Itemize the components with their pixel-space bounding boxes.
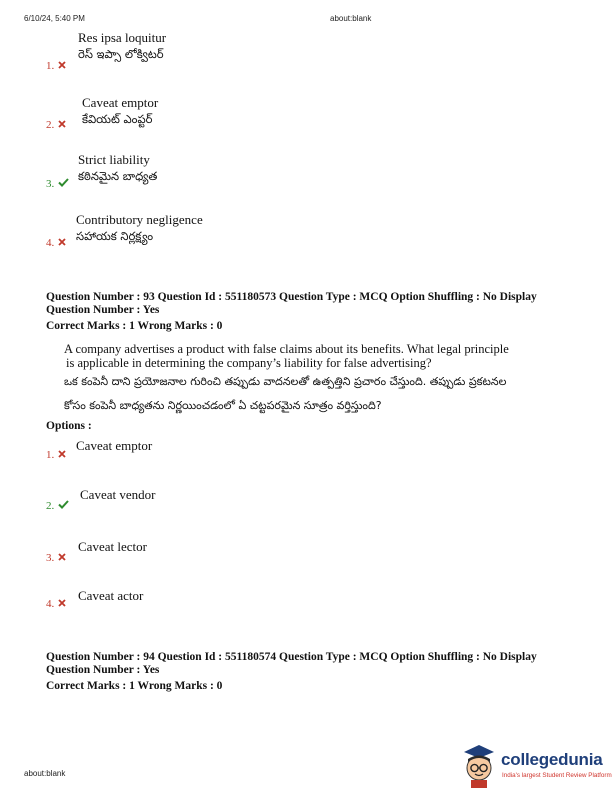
option-telugu: కేవియట్ ఎంప్టర్	[82, 112, 153, 126]
question-93-meta-line2: Question Number : Yes	[46, 304, 160, 316]
option-number: 1.	[46, 60, 66, 72]
question-94-header	[46, 651, 537, 693]
check-icon	[58, 500, 69, 512]
logo-name: collegedunia	[501, 750, 603, 769]
option-telugu: కఠినమైన బాధ్యత	[78, 169, 158, 183]
question-english-line1: A company advertises a product with false claims about its benefits. What legal principle	[64, 342, 509, 356]
print-datetime: 6/10/24, 5:40 PM	[24, 14, 85, 23]
option-number: 2.	[46, 119, 66, 131]
cross-icon	[58, 449, 66, 461]
q93-option-3-text: Caveat lector	[78, 539, 147, 554]
options-label: Options :	[46, 420, 92, 432]
question-english-line2: is applicable in determining the company’s liability for false advertising?	[66, 356, 432, 370]
option-number: 2.	[46, 500, 69, 512]
question-93-marks: Correct Marks : 1 Wrong Marks : 0	[46, 320, 223, 332]
option-telugu: రెస్ ఇప్సా లోక్విటర్	[78, 47, 164, 61]
cross-icon	[58, 60, 66, 72]
prev-option-3	[78, 152, 157, 184]
option-english: Res ipsa loquitur	[78, 30, 167, 45]
question-93-text	[64, 342, 509, 370]
cross-icon	[58, 237, 66, 249]
option-english: Contributory negligence	[76, 212, 203, 227]
option-number: 1.	[46, 449, 66, 461]
question-93-header	[46, 291, 537, 333]
q93-option-4-text: Caveat actor	[78, 588, 144, 603]
logo-tagline: India's largest Student Review Platform	[502, 772, 612, 779]
option-number: 3.	[46, 552, 66, 564]
option-number: 4.	[46, 598, 66, 610]
question-94-marks: Correct Marks : 1 Wrong Marks : 0	[46, 680, 223, 692]
prev-option-1	[78, 30, 166, 62]
question-94-meta-line2: Question Number : Yes	[46, 664, 160, 676]
check-icon	[58, 178, 69, 190]
option-english: Strict liability	[78, 152, 150, 167]
option-number: 4.	[46, 237, 66, 249]
collegedunia-logo	[460, 742, 612, 788]
q93-option-1-text: Caveat emptor	[76, 438, 153, 453]
question-94-meta-line1: Question Number : 94 Question Id : 551180574 Question Type : MCQ Option Shuffling : No Display	[46, 651, 537, 663]
q93-option-2-text: Caveat vendor	[80, 487, 156, 502]
mascot-icon	[460, 742, 498, 788]
option-english: Caveat emptor	[82, 95, 159, 110]
cross-icon	[58, 552, 66, 564]
cross-icon	[58, 119, 66, 131]
question-telugu-line1: ఒక కంపెనీ దాని ప్రయోజనాల గురించి తప్పుడు వాదనలతో ఉత్పత్తిని ప్రచారం చేస్తుంది. తప్పుడు ప్రకటనల	[64, 375, 507, 388]
option-telugu: సహాయక నిర్లక్ష్యం	[76, 229, 154, 243]
print-url: about:blank	[330, 14, 372, 23]
prev-option-4	[76, 212, 203, 244]
question-telugu-line2: కోసం కంపెనీ బాధ్యతను నిర్ణయించడంలో ఏ చట్టపరమైన సూత్రం వర్తిస్తుంది?	[64, 399, 382, 412]
footer-url: about:blank	[24, 769, 66, 778]
prev-option-2	[82, 95, 158, 127]
option-number: 3.	[46, 178, 69, 190]
question-93-meta-line1: Question Number : 93 Question Id : 551180573 Question Type : MCQ Option Shuffling : No Display	[46, 291, 537, 303]
cross-icon	[58, 598, 66, 610]
